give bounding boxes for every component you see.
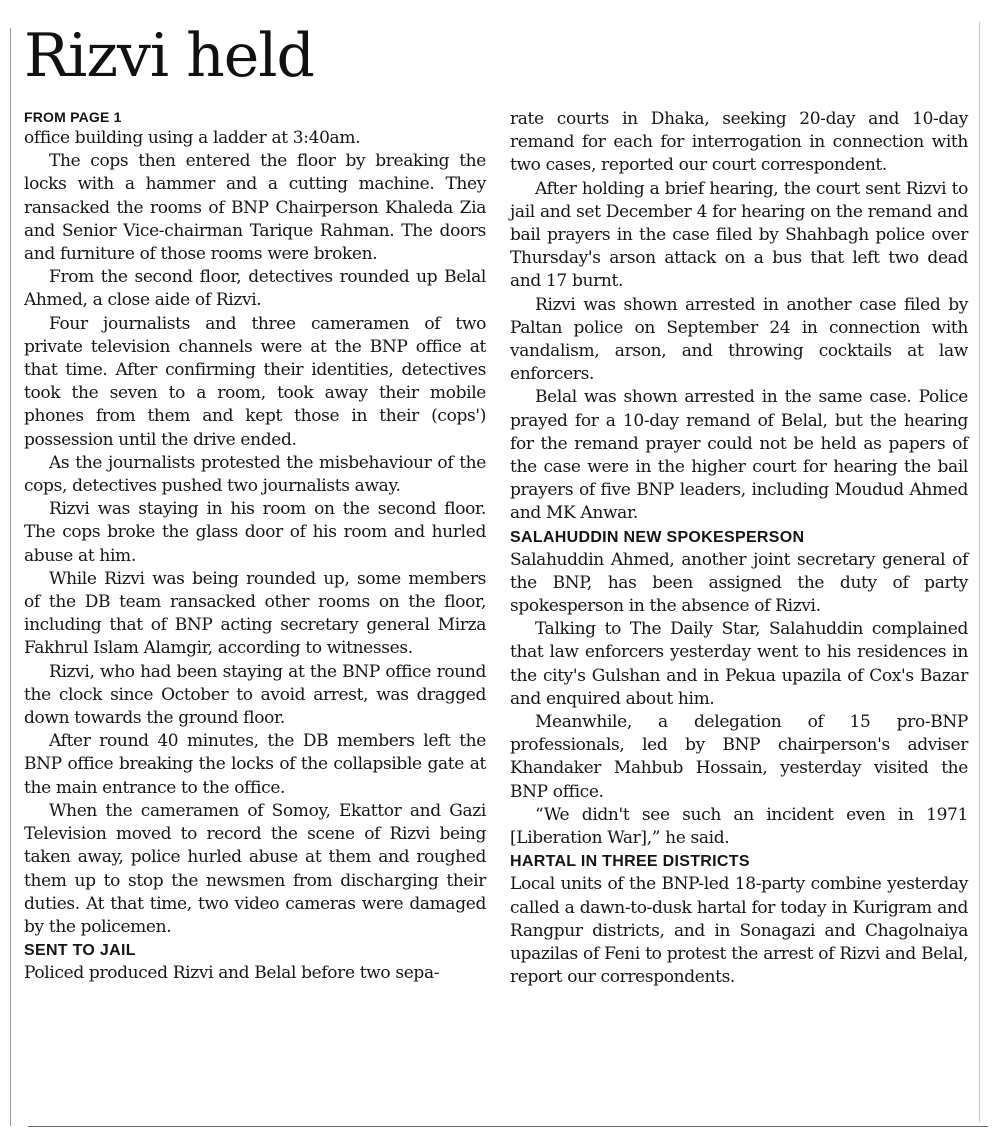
article-headline: Rizvi held	[24, 21, 314, 91]
paragraph: Policed produced Rizvi and Belal before two sepa-	[24, 963, 440, 984]
kicker-from-page: FROM PAGE 1	[24, 109, 122, 125]
paragraph: office building using a ladder at 3:40am.	[24, 128, 361, 148]
paragraph: Meanwhile, a delegation of 15 pro-BNP professionals, led by BNP chairperson's adviser Khandaker Mahbub Hossain, yesterday visited the BNP office.	[510, 712, 968, 802]
paragraph: Belal was shown arrested in the same case. Police prayed for a 10-day remand of Belal, but the hearing for the remand prayer could not be held as papers of the case were in the higher court for hearing the bail prayers of five BNP leaders, including Moudud Ahmed and MK Anwar.	[510, 387, 968, 524]
paragraph: Talking to The Daily Star, Salahuddin complained that law enforcers yesterday went to his residences in the city's Gulshan and in Pekua upazila of Cox's Bazar and enquired about him.	[510, 619, 968, 709]
paragraph: Rizvi, who had been staying at the BNP office round the clock since October to avoid arrest, was dragged down towards the ground floor.	[24, 661, 486, 729]
paragraph: Local units of the BNP-led 18-party combine yesterday called a dawn-to-dusk hartal for today in Kurigram and Rangpur districts, and in Sonagazi and Chagolnaiya upazilas of Feni to protest the arrest of Rizvi and Belal, report our correspondents.	[510, 874, 968, 988]
paragraph: After holding a brief hearing, the court sent Rizvi to jail and set December 4 for hearing on the remand and bail prayers in the case filed by Shahbagh police over Thursday's arson attack on a bus that left two dead and 17 burnt.	[510, 178, 968, 292]
paragraph: Salahuddin Ahmed, another joint secretary general of the BNP, has been assigned the duty of party spokesperson in the absence of Rizvi.	[510, 549, 968, 617]
paragraph: From the second floor, detectives rounded up Belal Ahmed, a close aide of Rizvi.	[24, 267, 486, 311]
paragraph: While Rizvi was being rounded up, some members of the DB team ransacked other rooms on the floor, including that of BNP acting secretary general Mirza Fakhrul Islam Alamgir, according to witnesses.	[24, 568, 486, 659]
subhead-new-spokesperson: SALAHUDDIN NEW SPOKESPERSON	[510, 528, 805, 546]
paragraph: Four journalists and three cameramen of two private television channels were at the BNP office at that time. After confirming their identities, detectives took the seven to a room, took away their mobile phones from them and kept those in their (cops') possession until the drive ended.	[24, 313, 486, 450]
left-column	[24, 107, 486, 985]
paragraph: “We didn't see such an incident even in 1971 [Liberation War],” he said.	[510, 804, 968, 849]
bottom-rule	[28, 1126, 988, 1127]
subhead-hartal: HARTAL IN THREE DISTRICTS	[510, 853, 750, 871]
right-column	[510, 108, 968, 989]
subhead-sent-to-jail: SENT TO JAIL	[24, 942, 136, 960]
paragraph: When the cameramen of Somoy, Ekattor and Gazi Television moved to record the scene of Rizvi being taken away, police hurled abuse at them and roughed them up to stop the newsmen from discharging their duties. At that time, two video cameras were damaged by the policemen.	[24, 800, 486, 937]
paragraph: Rizvi was staying in his room on the second floor. The cops broke the glass door of his room and hurled abuse at him.	[24, 499, 486, 566]
paragraph: As the journalists protested the misbehaviour of the cops, detectives pushed two journalists away.	[24, 452, 486, 497]
left-border-rule	[10, 28, 11, 1126]
paragraph: rate courts in Dhaka, seeking 20-day and 10-day remand for each for interrogation in connection with two cases, reported our court correspondent.	[510, 109, 968, 176]
right-border-rule	[979, 22, 980, 1122]
paragraph: Rizvi was shown arrested in another case filed by Paltan police on September 24 in connection with vandalism, arson, and throwing cocktails at law enforcers.	[510, 294, 968, 385]
paragraph: The cops then entered the floor by breaking the locks with a hammer and a cutting machine. They ransacked the rooms of BNP Chairperson Khaleda Zia and Senior Vice-chairman Tarique Rahman. The doors and furniture of those rooms were broken.	[24, 151, 486, 265]
paragraph: After round 40 minutes, the DB members left the BNP office breaking the locks of the collapsible gate at the main entrance to the office.	[24, 731, 486, 798]
